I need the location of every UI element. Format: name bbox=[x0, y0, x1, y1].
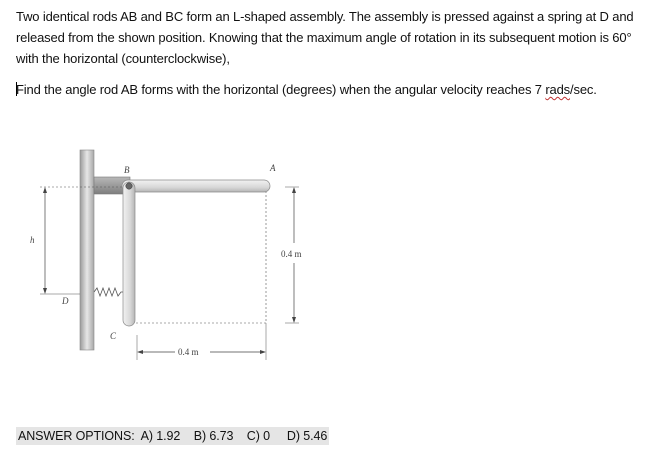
problem-paragraph: Two identical rods AB and BC form an L-shaped assembly. The assembly is pressed against a spring at D and released from the shown position. Knowing that the maximum angle of rotation in its subsequent motion is 60° with the horizontal (counterclockwise), bbox=[16, 9, 634, 66]
vertical-arrow-top bbox=[292, 187, 296, 193]
label-C: C bbox=[110, 331, 117, 341]
answer-options: ANSWER OPTIONS: A) 1.92 B) 6.73 C) 0 D) 5.46 bbox=[18, 429, 328, 443]
label-horizontal-dimension: 0.4 m bbox=[178, 347, 199, 357]
rod-BC bbox=[123, 182, 135, 326]
label-A: A bbox=[270, 163, 276, 173]
question-prefix: Find the angle rod AB forms with the horizontal (degrees) when the angular velocity reaches 7 bbox=[16, 82, 546, 97]
pin-B bbox=[126, 183, 132, 189]
spellcheck-word[interactable]: rads bbox=[545, 82, 571, 97]
spring-D bbox=[94, 288, 123, 296]
horizontal-arrow-right bbox=[260, 350, 266, 354]
wall bbox=[80, 150, 94, 350]
rod-AB bbox=[122, 180, 270, 192]
horizontal-arrow-left bbox=[137, 350, 143, 354]
h-arrow-top bbox=[43, 187, 47, 193]
label-B: B bbox=[124, 165, 130, 175]
h-arrow-bottom bbox=[43, 288, 47, 294]
question-suffix: /sec. bbox=[570, 82, 597, 97]
label-vertical-dimension: 0.4 m bbox=[281, 249, 302, 259]
vertical-arrow-bottom bbox=[292, 317, 296, 323]
label-h: h bbox=[30, 235, 35, 245]
label-D: D bbox=[62, 296, 69, 306]
